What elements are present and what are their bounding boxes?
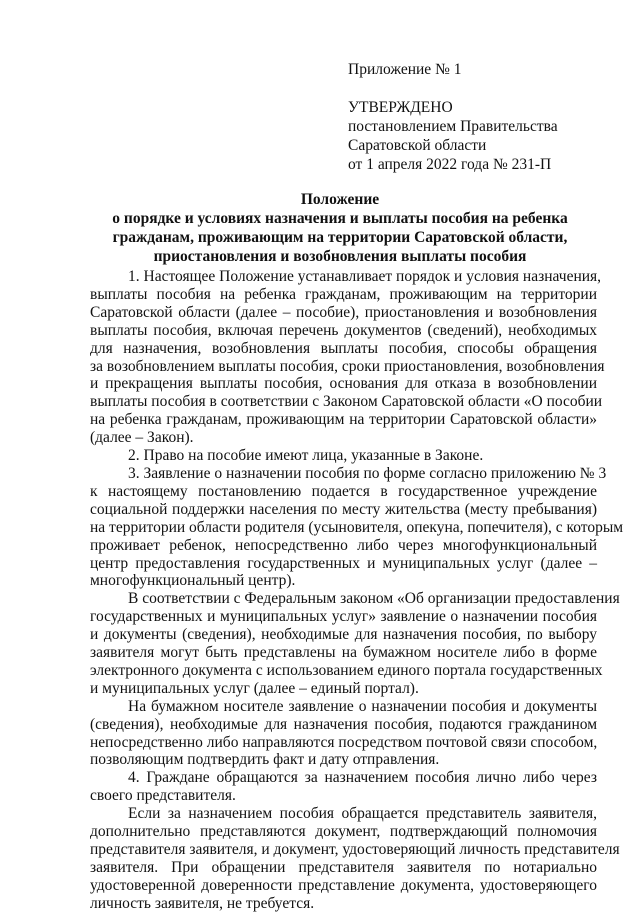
paragraph-line: удостоверенной доверенности представление документа, удостоверяющего: [90, 876, 597, 894]
title-line-1: Положение: [300, 191, 380, 208]
paragraph-line: Если за назначением пособия обращается представитель заявителя,: [128, 805, 597, 823]
approval-line-1: постановлением Правительства: [348, 118, 558, 135]
paragraph-line: к настоящему постановлению подается в государственное учреждение: [90, 482, 597, 500]
paragraph-line: и прекращения выплаты пособия, основания для отказа в возобновлении: [90, 375, 597, 393]
document-title: [90, 190, 590, 266]
annex-label: Приложение № 1: [348, 61, 462, 78]
document-body: [90, 268, 624, 913]
approval-line-3: от 1 апреля 2022 года № 231-П: [348, 156, 552, 173]
paragraph-line: электронного документа с использованием единого портала государственных: [90, 661, 603, 679]
paragraph-line: заявителя. При обращении представителя заявителя по нотариально: [90, 858, 597, 876]
paragraph-line: и документы (сведения), необходимые для назначения пособия, по выбору: [90, 626, 597, 644]
paragraph-line: и муниципальных услуг (далее – единый портал).: [90, 679, 419, 697]
paragraph-line: выплаты пособия, включая перечень документов (сведений), необходимых: [90, 321, 597, 339]
paragraph-line: непосредственно либо направляются посредством почтовой связи способом,: [90, 733, 598, 751]
title-line-3: гражданам, проживающим на территории Саратовской области,: [112, 229, 568, 246]
paragraph-line: заявителя могут быть представлены на бумажном носителе либо в форме: [90, 644, 597, 662]
paragraph-line: выплаты пособия на ребенка гражданам, проживающим на территории: [90, 285, 597, 303]
paragraph-line: выплаты пособия в соответствии с Законом Саратовской области «О пособии: [90, 393, 603, 411]
paragraph-line: 1. Настоящее Положение устанавливает порядок и условия назначения,: [128, 268, 602, 285]
paragraph-line: государственных и муниципальных услуг» заявление о назначении пособия: [90, 608, 597, 626]
paragraph: [90, 464, 624, 590]
approval-line-2: Саратовской области: [348, 137, 487, 154]
title-line-2: о порядке и условиях назначения и выплаты пособия на ребенка: [112, 210, 568, 227]
paragraph-line: (далее – Закон).: [90, 429, 194, 447]
paragraph-line: дополнительно представляются документ, подтверждающий полномочия: [90, 823, 597, 841]
paragraph: [90, 769, 597, 805]
paragraph-line: личность заявителя, не требуется.: [90, 894, 315, 912]
paragraph-line: 4. Граждане обращаются за назначением пособия лично либо через: [128, 769, 597, 787]
paragraph-line: на территории области родителя (усыновителя, опекуна, попечителя), с которым: [90, 518, 624, 536]
paragraph-line: социальной поддержки населения по месту жительства (месту пребывания): [90, 500, 597, 518]
paragraph: [90, 590, 620, 697]
paragraph-line: для назначения, возобновления выплаты пособия, способы обращения: [90, 339, 597, 357]
paragraph: [90, 268, 605, 447]
paragraph-line: В соответствии с Федеральным законом «Об организации предоставления: [128, 590, 620, 608]
paragraph-line: многофункциональный центр).: [90, 572, 296, 590]
approved-label: УТВЕРЖДЕНО: [348, 99, 453, 116]
paragraph-line: Саратовской области (далее – пособие), приостановления и возобновления: [90, 303, 597, 321]
approval-block: [348, 60, 618, 174]
paragraph-line: 3. Заявление о назначении пособия по форме согласно приложению № 3: [128, 464, 607, 482]
paragraph-line: На бумажном носителе заявление о назначении пособия и документы: [128, 697, 597, 715]
paragraph-line: проживает ребенок, непосредственно либо через многофункциональный: [90, 536, 597, 554]
paragraph: [90, 698, 597, 770]
title-line-4: приостановления и возобновления выплаты пособия: [153, 248, 527, 265]
paragraph: [90, 447, 597, 465]
paragraph-line: центр предоставления государственных и муниципальных услуг (далее –: [90, 554, 597, 572]
paragraph-line: представителя заявителя, и документ, удостоверяющий личность представителя: [90, 841, 620, 858]
paragraph: [90, 805, 620, 912]
paragraph-line: 2. Право на пособие имеют лица, указанные в Законе.: [128, 447, 484, 465]
paragraph-line: за возобновлением выплаты пособия, сроки приостановления, возобновления: [90, 357, 605, 375]
paragraph-line: своего представителя.: [90, 787, 236, 805]
paragraph-line: позволяющим подтвердить факт и дату отправления.: [90, 751, 440, 769]
paragraph-line: на ребенка гражданам, проживающим на территории Саратовской области»: [90, 411, 597, 429]
paragraph-line: (сведения), необходимые для назначения пособия, подаются гражданином: [90, 715, 597, 733]
